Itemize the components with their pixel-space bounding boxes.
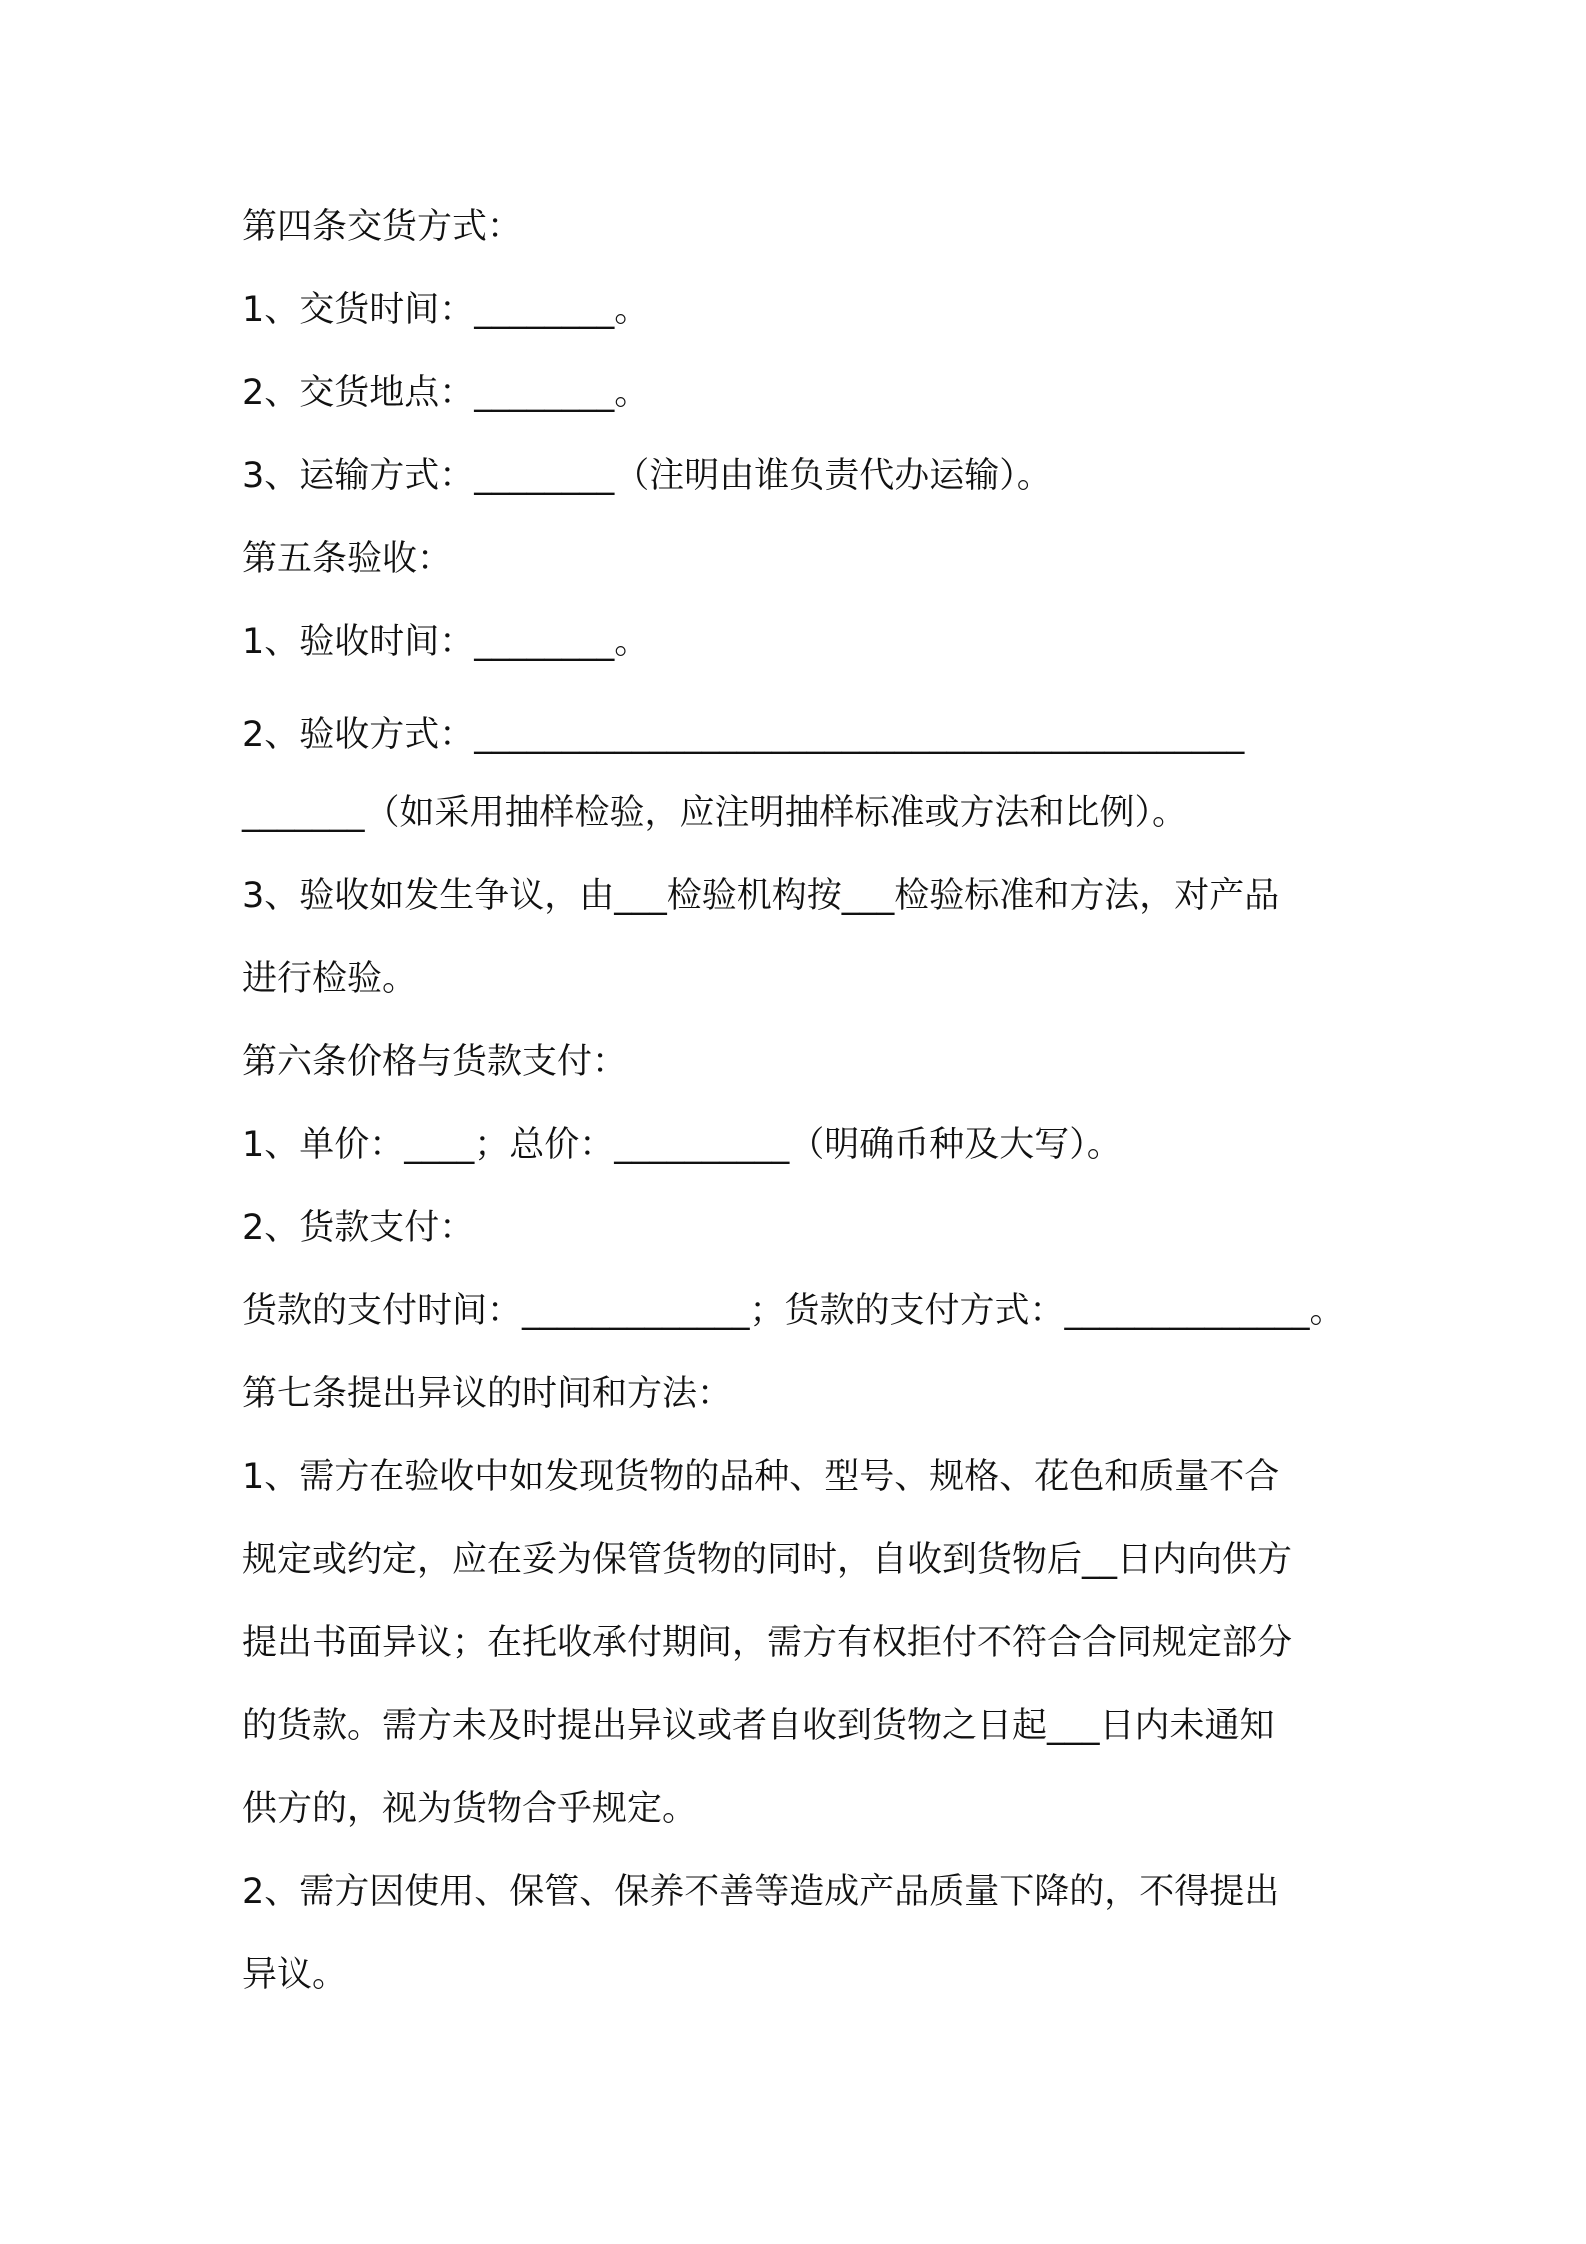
article-5-item-2: 2、验收方式：____________________________________________ — [242, 715, 1245, 755]
article-4-heading: 第四条交货方式： — [242, 207, 523, 247]
article-6-item-1: 1、单价：____；总价：__________（明确币种及大写）。 — [242, 1125, 1122, 1165]
article-7-item-2: 2、需方因使用、保管、保养不善等造成产品质量下降的，不得提出 — [242, 1872, 1280, 1912]
article-7-item-1-cont-4: 供方的，视为货物合乎规定。 — [242, 1789, 698, 1829]
article-7-item-2-cont: 异议。 — [242, 1955, 348, 1995]
article-5-item-3-cont: 进行检验。 — [242, 959, 418, 999]
article-4-item-1: 1、交货时间：________。 — [242, 290, 650, 330]
article-4-item-3: 3、运输方式：________（注明由谁负责代办运输）。 — [242, 456, 1052, 496]
article-6-payment-terms: 货款的支付时间：_____________；货款的支付方式：______________。 — [242, 1291, 1345, 1331]
article-5-item-3: 3、验收如发生争议，由___检验机构按___检验标准和方法，对产品 — [242, 876, 1280, 916]
article-7-item-1-cont-2: 提出书面异议；在托收承付期间，需方有权拒付不符合合同规定部分 — [242, 1623, 1293, 1663]
article-4-item-2: 2、交货地点：________。 — [242, 373, 650, 413]
article-6-heading: 第六条价格与货款支付： — [242, 1042, 628, 1082]
article-6-item-2: 2、货款支付： — [242, 1208, 475, 1248]
article-7-heading: 第七条提出异议的时间和方法： — [242, 1374, 733, 1414]
article-7-item-1-cont-1: 规定或约定，应在妥为保管货物的同时，自收到货物后__日内向供方 — [242, 1540, 1293, 1580]
article-7-item-1-cont-3: 的货款。需方未及时提出异议或者自收到货物之日起___日内未通知 — [242, 1706, 1275, 1746]
article-5-item-2-cont: _______（如采用抽样检验，应注明抽样标准或方法和比例）。 — [242, 793, 1188, 833]
article-5-heading: 第五条验收： — [242, 539, 453, 579]
article-7-item-1: 1、需方在验收中如发现货物的品种、型号、规格、花色和质量不合 — [242, 1457, 1280, 1497]
article-5-item-1: 1、验收时间：________。 — [242, 622, 650, 662]
